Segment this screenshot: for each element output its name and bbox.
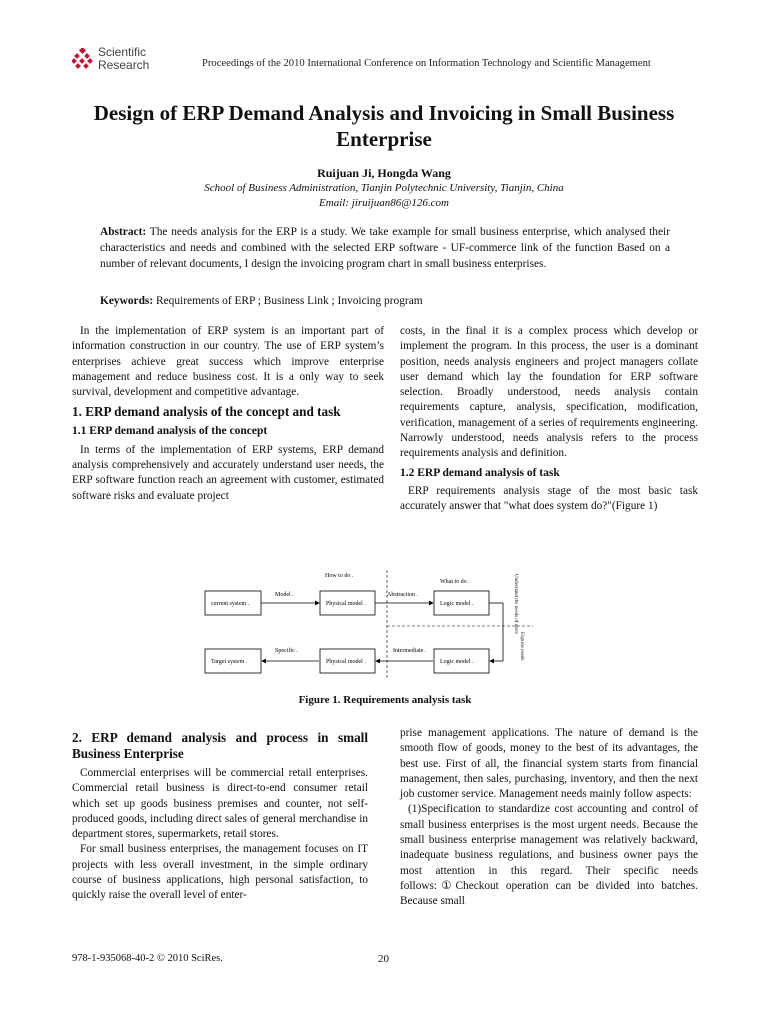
what-to-do-label: What to do .	[440, 579, 470, 585]
section-1-2-paragraph: ERP requirements analysis stage of the most basic task accurately answer that "what does system do?"(Figure 1)	[400, 484, 698, 513]
model-label: Model .	[275, 592, 294, 598]
section-1-heading: 1. ERP demand analysis of the concept and task	[72, 404, 341, 420]
how-to-do-label: How to do .	[325, 573, 354, 579]
specific-label: Specific .	[275, 648, 298, 654]
intro-paragraph: In the implementation of ERP system is an important part of information construction in our country. The use of ERP system’s enterprises achieve great success which improve enterprise management and reduce business cost. It is a only way to seek survival, development and competitive advantage.	[72, 325, 384, 399]
physical-model-label-2: Physical model .	[326, 659, 366, 665]
logo-line-2: Research	[98, 58, 150, 72]
affiliation: School of Business Administration, Tianjin Polytechnic University, Tianjin, China	[204, 182, 564, 194]
figure-1-diagram	[195, 566, 555, 682]
abstract-text: The needs analysis for the ERP is a study. We take example for small business enterprise, which analysed their characteristics and needs and combined with the selected ERP software - UF-commerce link of the function Based on a number of relevant documents, I design the invoicing program chart in small business enterprises.	[100, 226, 670, 270]
current-system-label: current system .	[211, 601, 250, 607]
logo-line-1: Scientific	[98, 45, 147, 59]
logic-model-label-2: Logic model .	[440, 659, 474, 665]
section-1-1-continued: costs, in the final it is a complex process which develop or implement the program. In this process, the user is a dominant position, needs analysis engineers and project managers collate user demand which lay the foundation for ERP software selection. Broadly understood, needs analysis contain requirements capture, analysis, specification, modification, verification, management of a series of requirements engineering. Narrowly understood, needs analysis refers to the process requirements analysis and definition.	[400, 325, 698, 460]
logo-text	[98, 46, 149, 72]
footer-isbn: 978-1-935068-40-2 © 2010 SciRes.	[72, 953, 223, 964]
abstraction-label: Abstraction .	[387, 592, 418, 598]
right-column-upper	[400, 324, 698, 515]
section-1-1-paragraph: In terms of the implementation of ERP systems, ERP demand analysis comprehensively and accurately understand user needs, the ERP software function reach an agreement with customer, estimated software risks and evaluate project	[72, 443, 384, 502]
right-column-lower	[400, 726, 698, 910]
left-column-lower	[72, 726, 368, 904]
section-1-2-heading: 1.2 ERP demand analysis of task	[400, 466, 560, 479]
keywords-label: Keywords:	[100, 295, 154, 307]
logic-model-label-1: Logic model .	[440, 601, 474, 607]
keywords-text: Requirements of ERP ; Business Link ; Invoicing program	[156, 295, 423, 307]
express-needs-label: Express needs	[519, 632, 524, 661]
figure-1-caption: Figure 1. Requirements analysis task	[298, 694, 472, 706]
physical-model-label-1: Physical model .	[326, 601, 366, 607]
authors: Ruijuan Ji, Hongda Wang	[317, 166, 451, 180]
section-2-paragraph-1: Commercial enterprises will be commercial retail enterprises. Commercial retail business is direct-to-end consumer retail which set up goods business premises and counter, not self-produced goods, including direct sales of general merchandise in department stores, supermarkets, retail stores.	[72, 767, 368, 841]
scientific-research-logo-icon	[72, 48, 96, 72]
section-2-need-1: (1)Specification to standardize cost accounting and control of small business enterprises is the most urgent needs. Because the small business enterprise management was relatively backward, inadequate business regulations, and business owner pays the most attention in this regard. Their specific needs follows:①Checkout operation can be divided into batches. Because small	[400, 803, 698, 908]
left-column-upper	[72, 324, 384, 504]
section-2-heading: 2. ERP demand analysis and process in small Business Enterprise	[72, 730, 368, 761]
keywords	[100, 295, 670, 307]
paper-title: Design of ERP Demand Analysis and Invoicing in Small Business Enterprise	[93, 101, 675, 151]
section-1-1-heading: 1.1 ERP demand analysis of the concept	[72, 425, 268, 438]
abstract-label: Abstract:	[100, 226, 147, 238]
intermediate-label: Intermediate .	[393, 648, 427, 654]
section-2-paragraph-2: For small business enterprises, the management focuses on IT projects with less overall investment, in the simple ordinary course of business applications, high personal satisfaction, to quickly raise the overall level of enter-	[72, 843, 368, 902]
section-2-continued: prise management applications. The nature of demand is the smooth flow of goods, money to the best of its advantages, the best use. First of all, the financial system starts from financial management, then sales, purchasing, inventory, and then the next job customer service. Management needs mainly follow aspects:	[400, 727, 698, 801]
author-email: Email: jiruijuan86@126.com	[319, 197, 449, 209]
proceedings-header: Proceedings of the 2010 International Conference on Information Technology and Scientific Management	[202, 58, 651, 69]
publisher-logo	[72, 46, 162, 76]
abstract	[100, 224, 670, 272]
page-number: 20	[378, 953, 389, 965]
understand-needs-label: Understand the needs of users	[513, 574, 518, 634]
target-system-label: Target system .	[211, 659, 248, 665]
